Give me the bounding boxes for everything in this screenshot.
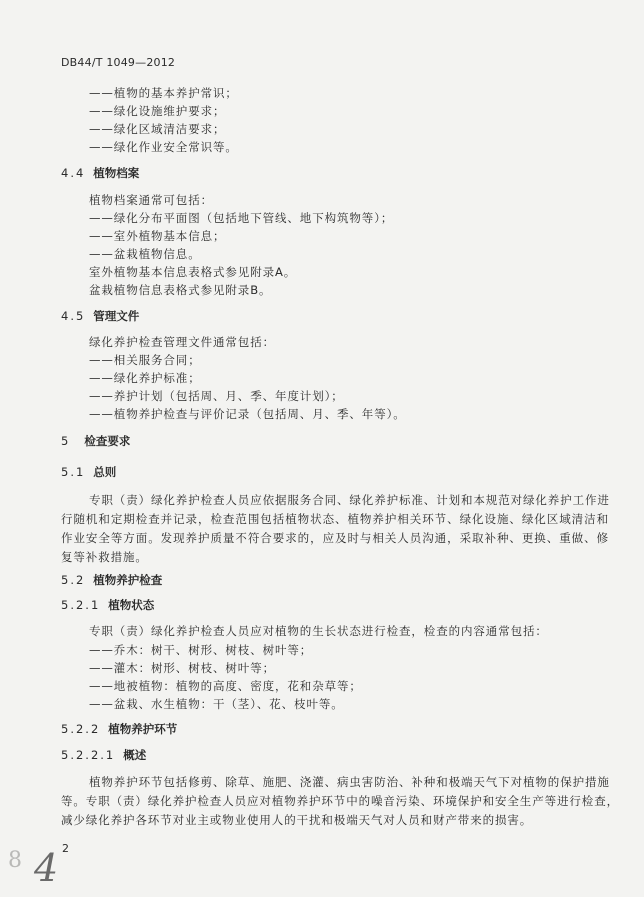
paragraph-line: 植物养护环节包括修剪、除草、施肥、浇灌、病虫害防治、补种和极端天气下对植物的保护措施 <box>89 775 610 789</box>
list-item: ——植物养护检查与评价记录（包括周、月、季、年等）。 <box>89 407 406 421</box>
list-item: ——室外植物基本信息； <box>89 229 226 243</box>
paragraph-line: 等。专职（责）绿化养护检查人员应对植物养护环节中的噪音污染、环境保护和安全生产等进行检查， <box>61 794 619 808</box>
section-title: 概述 <box>123 748 147 762</box>
section-title: 总则 <box>93 465 117 479</box>
list-item: ——绿化分布平面图（包括地下管线、地下构筑物等）； <box>89 211 394 225</box>
paragraph-line: 行随机和定期检查并记录，检查范围包括植物状态、植物养护相关环节、绿化设施、绿化区域清洁和 <box>61 512 609 526</box>
page-number: 2 <box>62 842 69 855</box>
paragraph: 室外植物基本信息表格式参见附录A。 <box>89 265 297 279</box>
section-title: 植物养护检查 <box>93 573 163 587</box>
list-item: ——植物的基本养护常识； <box>89 86 238 100</box>
list-item: ——盆栽、水生植物：干（茎）、花、枝叶等。 <box>89 697 344 711</box>
section-number: 5.2 <box>61 573 86 587</box>
list-item: ——绿化作业安全常识等。 <box>89 140 238 154</box>
paragraph-line: 专职（责）绿化养护检查人员应依据服务合同、绿化养护标准、计划和本规范对绿化养护工作进 <box>89 493 610 507</box>
section-number: 5.1 <box>61 465 86 479</box>
list-item: ——灌木：树形、树枝、树叶等； <box>89 661 275 675</box>
standard-code-header: DB44/T 1049—2012 <box>61 56 176 69</box>
list-item: ——绿化设施维护要求； <box>89 104 226 118</box>
section-title: 植物档案 <box>93 166 140 180</box>
list-item: ——绿化区域清洁要求； <box>89 122 226 136</box>
paragraph-line: 减少绿化养护各环节对业主或物业使用人的干扰和极端天气对人员和财产带来的损害。 <box>61 813 533 827</box>
section-number: 5.2.2 <box>61 722 101 736</box>
section-number: 4.4 <box>61 166 86 180</box>
list-item: ——绿化养护标准； <box>89 371 201 385</box>
section-number: 5.2.1 <box>61 598 101 612</box>
section-heading-5-1 <box>61 465 116 479</box>
section-title: 植物养护环节 <box>108 722 178 736</box>
faded-pencil-mark: 8 <box>8 848 22 873</box>
list-item: ——相关服务合同； <box>89 353 201 367</box>
section-number: 5.2.2.1 <box>61 748 116 762</box>
paragraph: 植物档案通常可包括： <box>89 193 213 207</box>
paragraph: 盆栽植物信息表格式参见附录B。 <box>89 283 272 297</box>
section-heading-5-2-2-1 <box>61 748 146 762</box>
list-item: ——盆栽植物信息。 <box>89 247 201 261</box>
section-title: 植物状态 <box>108 598 155 612</box>
paragraph: 专职（责）绿化养护检查人员应对植物的生长状态进行检查，检查的内容通常包括： <box>89 624 548 638</box>
list-item: ——乔木：树干、树形、树枝、树叶等； <box>89 643 313 657</box>
section-number: 4.5 <box>61 309 86 323</box>
section-heading-5-2-2 <box>61 722 177 736</box>
section-number: 5 <box>61 434 71 448</box>
section-heading-5-2 <box>61 573 162 587</box>
section-title: 检查要求 <box>84 434 131 448</box>
list-item: ——地被植物：植物的高度、密度，花和杂草等； <box>89 679 362 693</box>
section-heading-4-5 <box>61 309 139 323</box>
paragraph-line: 复等补救措施。 <box>61 550 148 564</box>
paragraph: 绿化养护检查管理文件通常包括： <box>89 335 275 349</box>
handwritten-page-mark: 4 <box>34 846 59 890</box>
list-item: ——养护计划（包括周、月、季、年度计划）； <box>89 389 344 403</box>
chapter-heading-5 <box>61 434 130 448</box>
section-heading-5-2-1 <box>61 598 154 612</box>
paragraph-line: 作业安全等方面。发现养护质量不符合要求的，应及时与相关人员沟通，采取补种、更换、重做、修 <box>61 531 609 545</box>
section-heading-4-4 <box>61 166 139 180</box>
section-title: 管理文件 <box>93 309 140 323</box>
